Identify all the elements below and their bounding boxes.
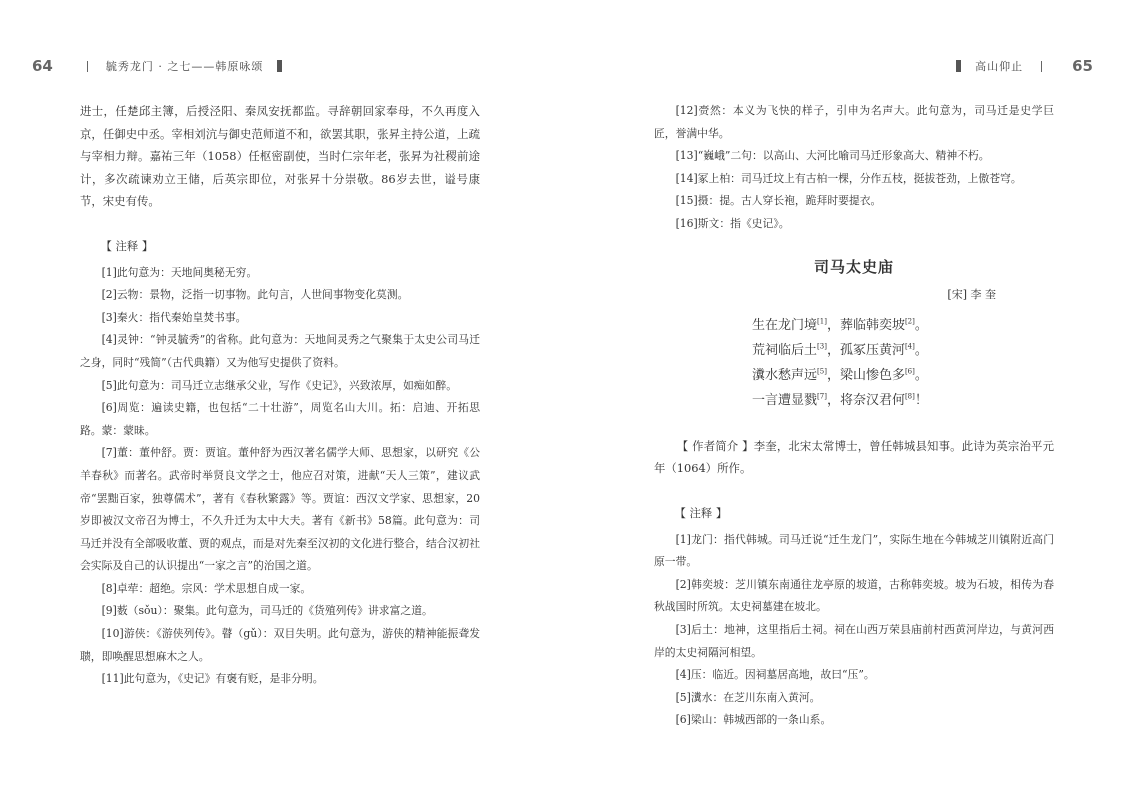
- left-header-title: 毓秀龙门 · 之七——韩原咏颂: [105, 60, 264, 73]
- note-item: [9]薮（sǒu）：聚集。此句意为，司马迁的《货殖列传》讲求富之道。: [101, 604, 433, 618]
- note-item: [5]此句意为：司马迁立志继承父业，写作《史记》，兴致浓厚，如痴如醉。: [101, 378, 457, 392]
- note-item: [13]“巍峨”二句：以高山、大河比喻司马迁形象高大、精神不朽。: [675, 149, 990, 163]
- note-item: [4]压：临近。因祠墓居高地，故曰“压”。: [675, 668, 875, 682]
- poem-line: 瀵水愁声远[5]，梁山惨色多[6]。: [752, 367, 928, 383]
- note-item: [14]冢上柏：司马迁坟上有古柏一棵，分作五枝，挺拔苍劲，上傲苍穹。: [675, 171, 1022, 185]
- author-intro: 【 作者简介 】李奎，北宋太常博士，曾任韩城县知事。此诗为英宗治平元年（1064）所作。: [654, 438, 1054, 476]
- left-running-header: [32, 55, 282, 77]
- header-block-mark: [277, 60, 282, 72]
- right-body-text: [654, 100, 1054, 732]
- right-page-number: 65: [1072, 57, 1093, 75]
- note-item: [2]韩奕坡：芝川镇东南通往龙亭原的坡道，古称韩奕坡。坡为石坡，相传为春秋战国时所筑。太史祠墓建在坡北。: [654, 577, 1054, 614]
- left-body-text: [80, 100, 480, 691]
- right-header-title: 高山仰止: [975, 60, 1024, 73]
- note-item: [7]董：董仲舒。贾：贾谊。董仲舒为西汉著名儒学大师、思想家，以研究《公羊春秋》而著名。武帝时举贤良文学之士，他应召对策，进献“天人三策”，建议武帝“罢黜百家，独尊儒术”，著有《春秋繁露》等。贾谊：西汉文学家、思想家，20岁即被汉文帝召为博士，不久升迁为太中大夫。著有《新书》58篇。此句意为：司马迁并没有全部吸收董、贾的观点，而是对先秦至汉初的文化进行整合，结合汉初社会实际及自己的认识提出“一家之言”的治国之道。: [80, 446, 480, 573]
- left-page-number: 64: [32, 57, 53, 75]
- note-item: [11]此句意为，《史记》有褒有贬，是非分明。: [101, 672, 324, 686]
- poem-author: [宋] 李 奎: [947, 288, 996, 302]
- poem-line: 一言遭显戮[7]，将奈汉君何[8]！: [752, 392, 928, 408]
- notes-heading: 【 注释 】: [100, 238, 154, 253]
- poem-title: 司马太史庙: [813, 257, 894, 276]
- note-item: [12]赍然：本义为飞快的样子，引申为名声大。此句意为，司马迁是史学巨匠，誉满中华。: [654, 104, 1054, 140]
- header-divider: [87, 61, 88, 72]
- note-item: [4]灵钟：“钟灵毓秀”的省称。此句意为：天地间灵秀之气聚集于太史公司马迁之身，同时“残简”（古代典籍）又为他写史提供了资料。: [80, 333, 480, 369]
- note-item: [8]卓荦：超绝。宗风：学术思想自成一家。: [101, 581, 312, 595]
- poem-line: 荒祠临后土[3]，孤冢压黄河[4]。: [752, 342, 928, 358]
- note-item: [10]游侠：《游侠列传》。瞽（gǔ）：双目失明。此句意为，游侠的精神能振聋发聩，即唤醒思想麻木之人。: [80, 627, 480, 663]
- note-item: [5]瀵水：在芝川东南入黄河。: [675, 690, 821, 704]
- note-item: [3]后土：地神，这里指后土祠。祠在山西万荣县庙前村西黄河岸边，与黄河西岸的太史祠隔河相望。: [654, 622, 1054, 659]
- right-running-header: [956, 55, 1093, 77]
- note-item: [6]梁山：韩城西部的一条山系。: [675, 713, 832, 727]
- note-item: [15]摄：提。古人穿长袍，跪拜时要提衣。: [675, 194, 882, 208]
- right-page: [567, 0, 1133, 799]
- header-block-mark: [956, 60, 961, 72]
- note-item: [16]斯文：指《史记》。: [675, 216, 790, 230]
- note-item: [2]云物：景物，泛指一切事物。此句言，人世间事物变化莫测。: [101, 288, 409, 302]
- notes-heading: 【 注释 】: [674, 505, 728, 520]
- bio-paragraph: 进士，任楚邱主簿，后授泾阳、秦凤安抚都监。寻辞朝回家奉母，不久再度入京，任御史中丞。宰相刘沆与御史范师道不和，欲罢其职，张昇主持公道，上疏与宰相力辩。嘉祐三年（1058）任枢密副使，当时仁宗年老，张昇为社稷前途计，多次疏谏劝立王储，后英宗即位，对张昇十分崇敬。86岁去世，谥号康节，宋史有传。: [80, 104, 480, 209]
- note-item: [3]秦火：指代秦始皇焚书事。: [101, 310, 247, 324]
- note-item: [1]此句意为：天地间奥秘无穷。: [101, 265, 258, 279]
- poem-line: 生在龙门境[1]，葬临韩奕坡[2]。: [752, 317, 928, 333]
- header-divider: [1041, 61, 1042, 72]
- left-page: [0, 0, 566, 799]
- note-item: [1]龙门：指代韩城。司马迁说“迁生龙门”，实际生地在今韩城芝川镇附近高门原一带。: [654, 532, 1054, 569]
- note-item: [6]周览：遍读史籍，也包括“二十壮游”，周览名山大川。拓：启迪、开拓思路。蒙：蒙昧。: [80, 401, 480, 437]
